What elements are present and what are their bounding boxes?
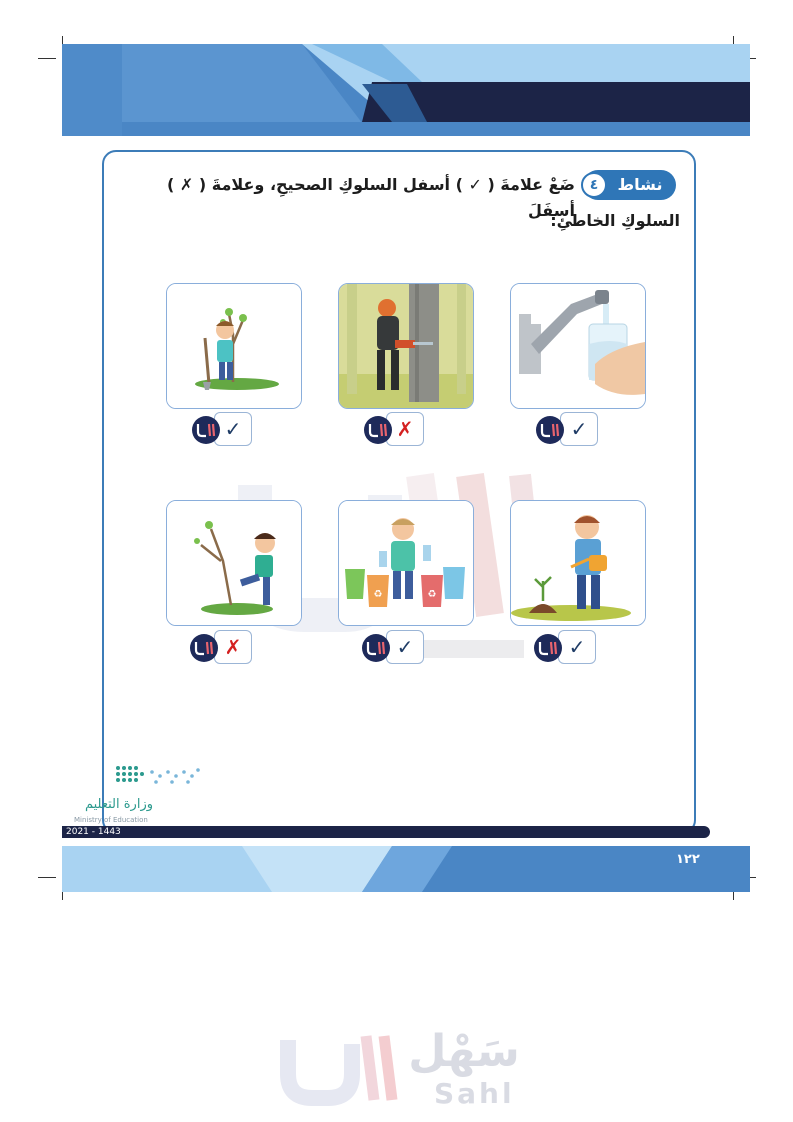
answer-box-2[interactable]: ✗ (386, 412, 424, 446)
answer-box-3[interactable]: ✓ (214, 412, 252, 446)
sahl-brand-ar: سَهْل (408, 1026, 520, 1077)
ministry-dots-logo (112, 762, 202, 792)
sahl-logo-icon (536, 416, 564, 444)
activity-number: ٤ (581, 172, 607, 198)
sahl-logo-watermark (278, 1028, 408, 1108)
page-number: ١٢٢ (676, 852, 700, 867)
sahl-logo-icon (362, 634, 390, 662)
sahl-logo-icon (534, 634, 562, 662)
scene-boy-watering-plant (510, 500, 646, 626)
sahl-brand-en: Sahl (434, 1077, 515, 1110)
scene-boy-recycling (338, 500, 474, 626)
ministry-name-en: Ministry of Education (74, 816, 148, 824)
sahl-logo-icon (190, 634, 218, 662)
scene-chainsaw (338, 283, 474, 409)
instruction-line-2: السلوكِ الخاطئِ: (550, 211, 680, 230)
instruction-line-1: ضَعْ علامةَ ( ✓ ) أسفل السلوكِ الصحيحِ، وعلامةَ ( ✗ ) أسفَلَ (167, 175, 575, 220)
ministry-name-ar: وزارة التعليم (84, 797, 154, 812)
sahl-logo-icon (364, 416, 392, 444)
answer-box-1[interactable]: ✓ (560, 412, 598, 446)
sahl-logo-icon (192, 416, 220, 444)
crop-mark (38, 877, 56, 878)
answer-box-5[interactable]: ✓ (386, 630, 424, 664)
svg-text:♻: ♻ (373, 589, 383, 600)
crop-mark (38, 58, 56, 59)
smudge (424, 640, 524, 658)
scene-boy-kicking-tree (166, 500, 302, 626)
svg-text:♻: ♻ (427, 589, 437, 600)
answer-box-4[interactable]: ✓ (558, 630, 596, 664)
scene-boy-planting-tree (166, 283, 302, 409)
activity-label: نشاط (617, 175, 663, 194)
footer-navy-bar (62, 826, 710, 838)
footer-band (62, 846, 750, 892)
answer-box-6[interactable]: ✗ (214, 630, 252, 664)
year-label: 2021 - 1443 (66, 827, 121, 837)
header-band (62, 44, 750, 136)
scene-tap-water (510, 283, 646, 409)
